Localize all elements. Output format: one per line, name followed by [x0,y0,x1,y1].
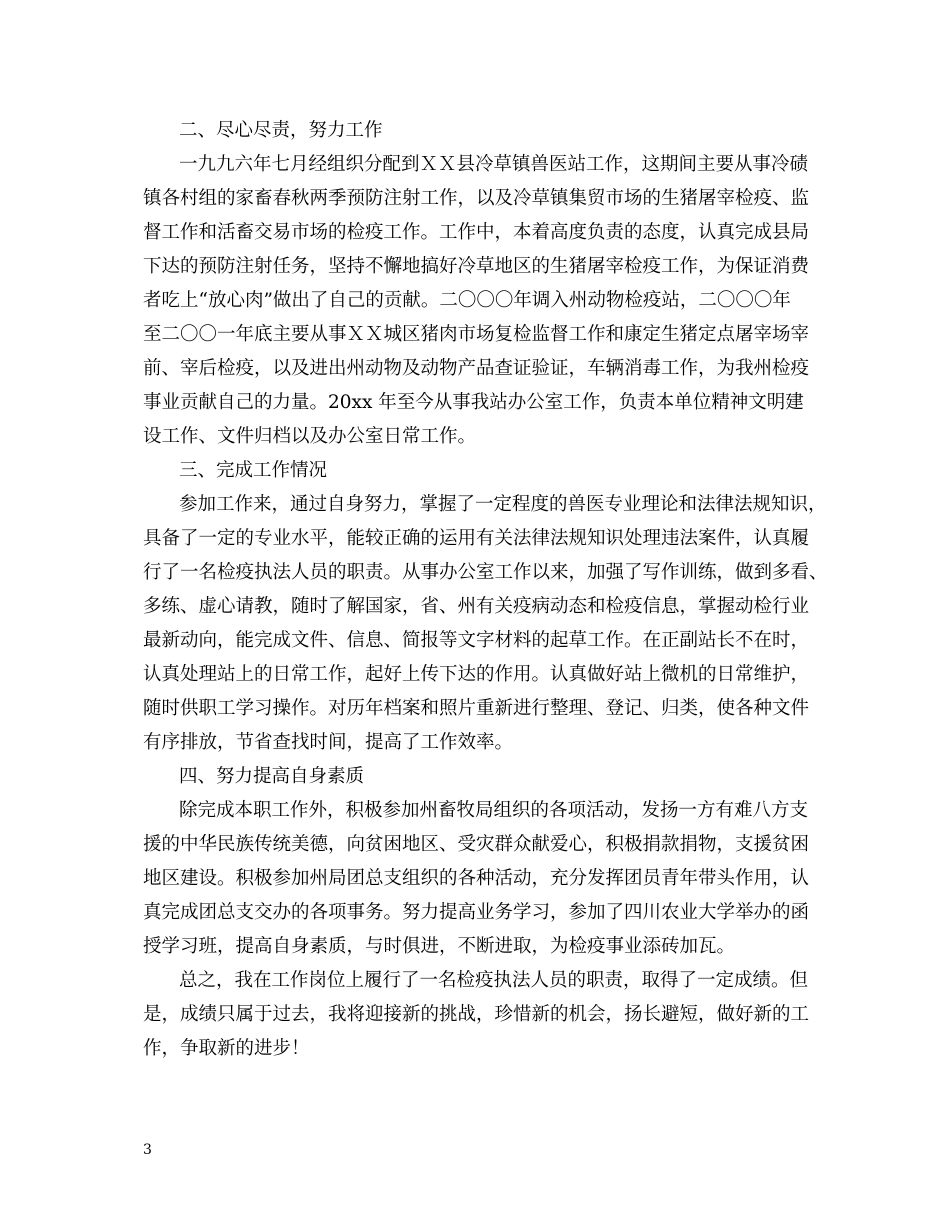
text-line: 四、努力提高自身素质 [179,766,365,787]
document-body [143,114,833,1066]
text-line: 是，成绩只属于过去，我将迎接新的挑战，珍惜新的机会，扬长避短，做好新的工 [143,1004,810,1025]
text-line: 镇各村组的家畜春秋两季预防注射工作，以及冷草镇集贸市场的生猪屠宰检疫、监 [143,188,810,209]
page-number: 3 [143,1142,152,1158]
text-line: 事业贡献自己的力量。20xx 年至今从事我站办公室工作，负责本单位精神文明建 [143,392,804,413]
text-line: 者吃上“放心肉”做出了自己的贡献。二〇〇〇年调入州动物检疫站，二〇〇〇年 [143,290,791,311]
text-line: 前、宰后检疫，以及进出州动物及动物产品查证验证，车辆消毒工作，为我州检疫 [143,358,810,379]
text-line: 有序排放，节省查找时间，提高了工作效率。 [143,732,514,753]
text-line: 参加工作来，通过自身努力，掌握了一定程度的兽医专业理论和法律法规知识， [179,494,827,515]
text-line: 督工作和活畜交易市场的检疫工作。工作中，本着高度负责的态度，认真完成县局 [143,222,810,243]
text-line: 三、完成工作情况 [179,460,328,481]
text-line: 随时供职工学习操作。对历年档案和照片重新进行整理、登记、归类，使各种文件 [143,698,810,719]
text-line: 作，争取新的进步！ [143,1038,310,1059]
text-line: 行了一名检疫执法人员的职责。从事办公室工作以来，加强了写作训练，做到多看、 [143,562,828,583]
text-line: 认真处理站上的日常工作，起好上传下达的作用。认真做好站上微机的日常维护， [143,664,810,685]
text-line: 地区建设。积极参加州局团总支组织的各种活动，充分发挥团员青年带头作用，认 [143,868,810,889]
text-line: 多练、虚心请教，随时了解国家，省、州有关疫病动态和检疫信息，掌握动检行业 [143,596,810,617]
text-line: 除完成本职工作外，积极参加州畜牧局组织的各项活动，发扬一方有难八方支 [179,800,809,821]
text-line: 具备了一定的专业水平，能较正确的运用有关法律法规知识处理违法案件，认真履 [143,528,810,549]
text-line: 一九九六年七月经组织分配到ＸＸ县冷草镇兽医站工作，这期间主要从事冷碛 [179,154,809,175]
text-line: 真完成团总支交办的各项事务。努力提高业务学习，参加了四川农业大学举办的函 [143,902,810,923]
text-line: 二、尽心尽责，努力工作 [179,120,383,141]
text-line: 下达的预防注射任务，坚持不懈地搞好冷草地区的生猪屠宰检疫工作，为保证消费 [143,256,810,277]
text-line: 总之，我在工作岗位上履行了一名检疫执法人员的职责，取得了一定成绩。但 [179,970,809,991]
text-line: 最新动向，能完成文件、信息、简报等文字材料的起草工作。在正副站长不在时， [143,630,810,651]
text-line: 援的中华民族传统美德，向贫困地区、受灾群众献爱心，积极捐款捐物，支援贫困 [143,834,810,855]
text-line: 至二〇〇一年底主要从事ＸＸ城区猪肉市场复检监督工作和康定生猪定点屠宰场宰 [143,324,810,345]
text-line: 授学习班，提高自身素质，与时俱进，不断进取，为检疫事业添砖加瓦。 [143,936,736,957]
text-line: 设工作、文件归档以及办公室日常工作。 [143,426,477,447]
